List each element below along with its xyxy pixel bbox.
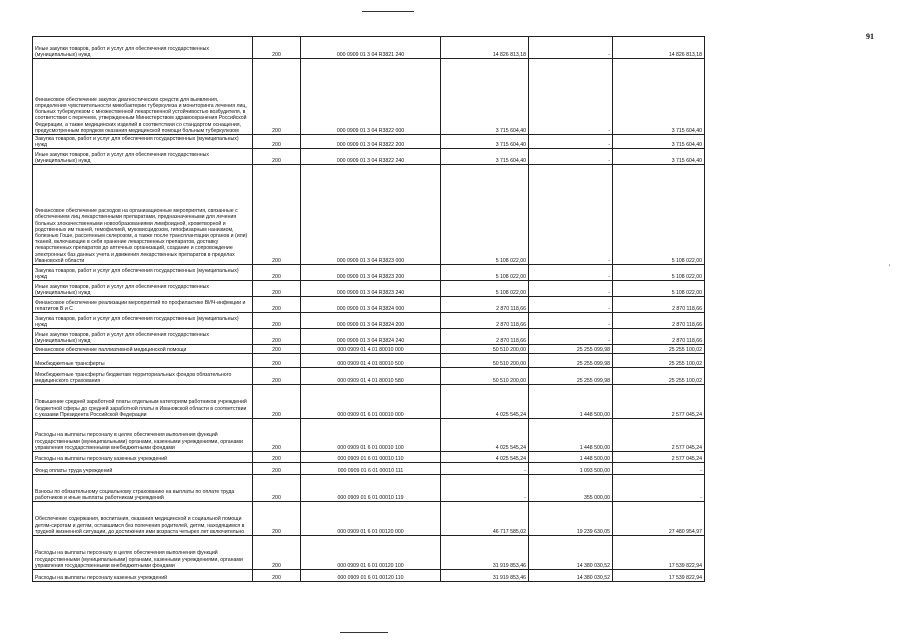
row-remaining-amount: 2 870 118,66 [613, 313, 705, 329]
row-executed-amount: - [529, 59, 613, 135]
row-executed-amount: 25 255 099,98 [529, 368, 613, 385]
row-code: 200 [253, 345, 301, 354]
table-row [33, 570, 705, 582]
table-row [33, 135, 705, 149]
row-approved-amount: - [441, 475, 529, 502]
row-executed-amount: 14 380 030,52 [529, 570, 613, 582]
table-row [33, 345, 705, 354]
table-row [33, 368, 705, 385]
row-executed-amount: - [529, 313, 613, 329]
row-remaining-amount: 5 108 022,00 [613, 165, 705, 265]
row-remaining-amount: - [613, 475, 705, 502]
row-code: 200 [253, 536, 301, 570]
row-description: Иные закупки товаров, работ и услуг для обеспечения государственных (муниципальных) нужд [33, 281, 253, 297]
row-approved-amount: 3 715 604,40 [441, 59, 529, 135]
row-description: Расходы на выплаты персоналу в целях обеспечения выполнения функций государственными (муниципальными) органами, казенными учреждениями, органами управления государственными внебюджетными фондами [33, 419, 253, 452]
row-remaining-amount: - [613, 463, 705, 475]
row-description: Взносы по обязательному социальному страхованию на выплаты по оплате труда работников и иные выплаты работникам учреждений [33, 475, 253, 502]
row-budget-classification: 000 0909 01 6 01 00010 100 [301, 419, 441, 452]
row-remaining-amount: 5 108 022,00 [613, 265, 705, 281]
row-code: 200 [253, 149, 301, 165]
row-description: Межбюджетные трансферты [33, 354, 253, 368]
row-code: 200 [253, 452, 301, 463]
row-budget-classification: 000 0909 01 3 04 R3822 000 [301, 59, 441, 135]
row-approved-amount: 31 919 853,46 [441, 570, 529, 582]
row-budget-classification: 000 0909 01 3 04 R3823 000 [301, 165, 441, 265]
table-row [33, 313, 705, 329]
row-budget-classification: 000 0909 01 3 04 R3824 240 [301, 329, 441, 345]
page-number: 91 [866, 32, 874, 41]
row-executed-amount: 1 448 500,00 [529, 385, 613, 419]
row-code: 200 [253, 463, 301, 475]
row-approved-amount: 3 715 604,40 [441, 149, 529, 165]
row-approved-amount: 4 025 545,24 [441, 452, 529, 463]
row-approved-amount: 2 870 118,66 [441, 297, 529, 313]
row-code: 200 [253, 570, 301, 582]
row-budget-classification: 000 0909 01 3 04 R3821 240 [301, 37, 441, 59]
row-budget-classification: 000 0909 01 6 01 00120 110 [301, 570, 441, 582]
table-row [33, 536, 705, 570]
row-description: Повышение средней заработной платы отдельным категориям работников учреждений бюджетной сферы до средней заработной платы в Ивановской области в соответствии с указами Президента Российской Федерации [33, 385, 253, 419]
row-executed-amount: 1 448 500,00 [529, 452, 613, 463]
row-description: Финансовое обеспечение расходов на организационные мероприятия, связанные с обеспечением лиц лекарственными препаратами, предназначенными для лечения больных злокачественными новообразованиями лимфоидной, кроветворной и родственных им тканей, гемофилией, муковисцидозом, гипофизарным нанизмом, болезнью Гоше, рассеянным склерозом, а также после трансплантации органов и (или) тканей, включающие в себя хранение лекарственных препаратов, доставку лекарственных препаратов до аптечных организаций, создание и сопровождение электронных баз данных учета и движения лекарственных препаратов в пределах Ивановской области [33, 165, 253, 265]
row-description: Иные закупки товаров, работ и услуг для обеспечения государственных (муниципальных) нужд [33, 329, 253, 345]
row-executed-amount: 1 448 500,00 [529, 419, 613, 452]
row-approved-amount: 5 108 022,00 [441, 281, 529, 297]
row-approved-amount: 50 510 200,00 [441, 345, 529, 354]
row-executed-amount: 19 239 630,05 [529, 502, 613, 536]
row-remaining-amount: 14 826 813,18 [613, 37, 705, 59]
row-budget-classification: 000 0909 01 3 04 R3824 000 [301, 297, 441, 313]
row-description: Иные закупки товаров, работ и услуг для обеспечения государственных (муниципальных) нужд [33, 149, 253, 165]
row-description: Расходы на выплаты персоналу в целях обеспечения выполнения функций государственными (муниципальными) органами, казенными учреждениями, органами управления государственными внебюджетными фондами [33, 536, 253, 570]
row-approved-amount: 5 108 022,00 [441, 165, 529, 265]
row-description: Финансовое обеспечение паллиативной медицинской помощи [33, 345, 253, 354]
table-row [33, 149, 705, 165]
row-executed-amount: - [529, 135, 613, 149]
row-remaining-amount: 3 715 604,40 [613, 149, 705, 165]
row-executed-amount: 355 000,00 [529, 475, 613, 502]
row-remaining-amount: 3 715 604,40 [613, 135, 705, 149]
row-remaining-amount: 2 577 045,24 [613, 419, 705, 452]
table-row [33, 37, 705, 59]
row-approved-amount: 50 510 200,00 [441, 354, 529, 368]
table-row [33, 281, 705, 297]
row-description: Расходы на выплаты персоналу казенных учреждений [33, 452, 253, 463]
row-approved-amount: 4 025 545,24 [441, 419, 529, 452]
row-budget-classification: 000 0909 01 3 04 R3824 200 [301, 313, 441, 329]
row-code: 200 [253, 368, 301, 385]
row-approved-amount: 4 025 545,24 [441, 385, 529, 419]
row-remaining-amount: 25 255 100,02 [613, 368, 705, 385]
row-approved-amount: 2 870 118,66 [441, 329, 529, 345]
row-executed-amount: - [529, 149, 613, 165]
row-remaining-amount: 2 577 045,24 [613, 385, 705, 419]
row-description: Межбюджетные трансферты бюджетам территориальных фондов обязательного медицинского страхования [33, 368, 253, 385]
table-row [33, 59, 705, 135]
row-executed-amount: - [529, 281, 613, 297]
row-description: Закупка товаров, работ и услуг для обеспечения государственных (муниципальных) нужд [33, 265, 253, 281]
row-budget-classification: 000 0909 01 3 04 R3823 200 [301, 265, 441, 281]
row-approved-amount: 5 108 022,00 [441, 265, 529, 281]
table-row [33, 475, 705, 502]
row-budget-classification: 000 0909 01 6 01 00010 111 [301, 463, 441, 475]
row-code: 200 [253, 37, 301, 59]
row-code: 200 [253, 59, 301, 135]
row-description: Финансовое обеспечение закупок диагностических средств для выявления, определения чувствительности микобактерии туберкулеза и мониторинга лечения лиц, больных туберкулезом с множественной лекарственной устойчивостью возбудителя, в соответствии с перечнем, утвержденным Министерством здравоохранения Российской Федерации, а также медицинских изделий в соответствии со стандартом оснащения, предусмотренным порядком оказания медицинской помощи больным туберкулезом [33, 59, 253, 135]
row-executed-amount: - [529, 265, 613, 281]
row-budget-classification: 000 0909 01 6 01 00120 100 [301, 536, 441, 570]
row-executed-amount: - [529, 329, 613, 345]
row-budget-classification: 000 0909 01 3 04 R3823 240 [301, 281, 441, 297]
row-code: 200 [253, 165, 301, 265]
row-code: 200 [253, 135, 301, 149]
row-code: 200 [253, 329, 301, 345]
top-rule [362, 11, 414, 12]
row-remaining-amount: 25 255 100,02 [613, 354, 705, 368]
row-approved-amount: 3 715 604,40 [441, 135, 529, 149]
row-executed-amount: 1 093 500,00 [529, 463, 613, 475]
stray-mark: ' [889, 265, 891, 271]
row-code: 200 [253, 354, 301, 368]
row-executed-amount: 14 380 030,52 [529, 536, 613, 570]
bottom-rule [340, 632, 388, 633]
row-code: 200 [253, 297, 301, 313]
table-row [33, 165, 705, 265]
row-remaining-amount: 17 539 822,94 [613, 570, 705, 582]
row-description: Финансовое обеспечение реализации мероприятий по профилактике ВИЧ-инфекции и гепатитов В и С [33, 297, 253, 313]
row-budget-classification: 000 0909 01 6 01 00010 110 [301, 452, 441, 463]
row-executed-amount: - [529, 37, 613, 59]
table-row [33, 265, 705, 281]
row-budget-classification: 000 0909 01 4 01 80010 500 [301, 354, 441, 368]
row-approved-amount: 46 717 585,02 [441, 502, 529, 536]
row-approved-amount: 2 870 118,66 [441, 313, 529, 329]
row-budget-classification: 000 0909 01 4 01 80010 580 [301, 368, 441, 385]
row-remaining-amount: 2 577 045,24 [613, 452, 705, 463]
row-remaining-amount: 2 870 118,66 [613, 297, 705, 313]
row-code: 200 [253, 313, 301, 329]
row-code: 200 [253, 419, 301, 452]
row-budget-classification: 000 0909 01 6 01 00120 000 [301, 502, 441, 536]
row-remaining-amount: 3 715 604,40 [613, 59, 705, 135]
row-executed-amount: - [529, 297, 613, 313]
table-row [33, 502, 705, 536]
row-description: Фонд оплаты труда учреждений [33, 463, 253, 475]
table-row [33, 329, 705, 345]
row-approved-amount: 14 826 813,18 [441, 37, 529, 59]
row-code: 200 [253, 502, 301, 536]
row-code: 200 [253, 281, 301, 297]
row-budget-classification: 000 0909 01 4 01 80010 000 [301, 345, 441, 354]
row-remaining-amount: 27 480 954,97 [613, 502, 705, 536]
row-budget-classification: 000 0909 01 3 04 R3822 200 [301, 135, 441, 149]
row-approved-amount: 31 919 853,46 [441, 536, 529, 570]
row-budget-classification: 000 0909 01 3 04 R3822 240 [301, 149, 441, 165]
row-remaining-amount: 2 870 118,66 [613, 329, 705, 345]
row-description: Закупка товаров, работ и услуг для обеспечения государственных (муниципальных) нужд [33, 313, 253, 329]
row-executed-amount: 25 255 099,98 [529, 345, 613, 354]
row-description: Расходы на выплаты персоналу казенных учреждений [33, 570, 253, 582]
row-code: 200 [253, 385, 301, 419]
row-approved-amount: 50 510 200,00 [441, 368, 529, 385]
row-description: Закупка товаров, работ и услуг для обеспечения государственных (муниципальных) нужд [33, 135, 253, 149]
table-row [33, 297, 705, 313]
row-remaining-amount: 5 108 022,00 [613, 281, 705, 297]
row-budget-classification: 000 0909 01 6 01 00010 119 [301, 475, 441, 502]
row-executed-amount: - [529, 165, 613, 265]
table-row [33, 385, 705, 419]
table-row [33, 419, 705, 452]
budget-table [32, 36, 705, 582]
row-description: Обеспечение содержания, воспитания, оказания медицинской и социальной помощи детям-сиротам и детям, оставшимся без попечения родителей, детям, находящимся в трудной жизненной ситуации, до достижения ими возраста четырех лет включительно [33, 502, 253, 536]
row-description: Иные закупки товаров, работ и услуг для обеспечения государственных (муниципальных) нужд [33, 37, 253, 59]
table-row [33, 463, 705, 475]
table-row [33, 354, 705, 368]
row-approved-amount: - [441, 463, 529, 475]
table-row [33, 452, 705, 463]
row-remaining-amount: 17 539 822,94 [613, 536, 705, 570]
row-code: 200 [253, 265, 301, 281]
budget-table-body [33, 37, 705, 582]
row-code: 200 [253, 475, 301, 502]
row-executed-amount: 25 255 099,98 [529, 354, 613, 368]
row-remaining-amount: 25 255 100,02 [613, 345, 705, 354]
row-budget-classification: 000 0909 01 6 01 00010 000 [301, 385, 441, 419]
